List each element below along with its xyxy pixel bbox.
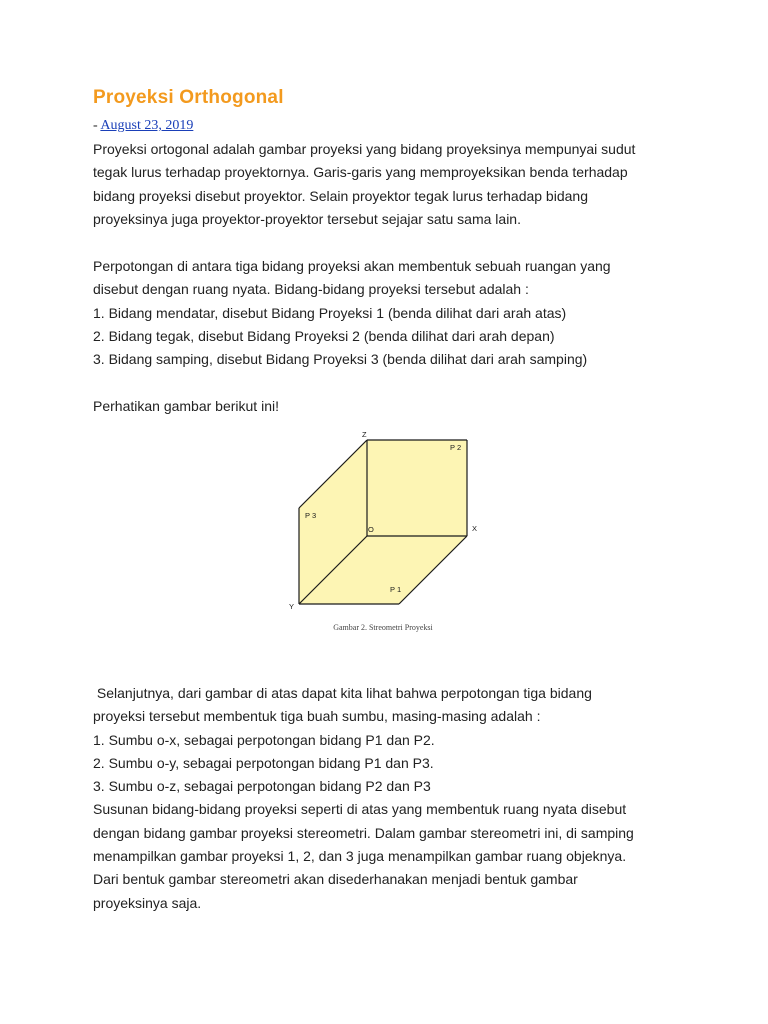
- text-line: Perpotongan di antara tiga bidang proyeksi akan membentuk sebuah ruangan yang: [93, 258, 611, 274]
- label-y: Y: [289, 602, 295, 611]
- date-prefix: -: [93, 118, 101, 133]
- stereometry-figure: [288, 424, 478, 644]
- paragraph-planes: [93, 255, 693, 371]
- text-line: Selanjutnya, dari gambar di atas dapat kita lihat bahwa perpotongan tiga bidang: [93, 685, 592, 701]
- plane-p2: [367, 440, 467, 536]
- label-p1: P 1: [390, 585, 402, 594]
- text-line: Susunan bidang-bidang proyeksi seperti di atas yang membentuk ruang nyata disebut: [93, 801, 627, 818]
- text-line: 2. Sumbu o-y, sebagai perpotongan bidang P1 dan P3.: [93, 754, 434, 771]
- stereometry-diagram: [288, 424, 478, 622]
- label-o: O: [368, 525, 374, 534]
- text-line: Perhatikan gambar berikut ini!: [93, 398, 279, 414]
- text-line: tegak lurus terhadap proyektornya. Garis-garis yang memproyeksikan benda terhadap: [93, 164, 628, 181]
- text-line: disebut dengan ruang nyata. Bidang-bidang proyeksi tersebut adalah :: [93, 281, 529, 298]
- figure-caption: Gambar 2. Streometri Proyeksi: [333, 623, 433, 632]
- text-line: proyeksinya juga proyektor-proyektor tersebut sejajar satu sama lain.: [93, 210, 521, 227]
- paragraph-figure-intro: [93, 395, 693, 418]
- text-line: 1. Bidang mendatar, disebut Bidang Proyeksi 1 (benda dilihat dari arah atas): [93, 304, 567, 321]
- text-line: 2. Bidang tegak, disebut Bidang Proyeksi 2 (benda dilihat dari arah depan): [93, 327, 555, 344]
- text-line: dengan bidang gambar proyeksi stereometri. Dalam gambar stereometri ini, di samping: [93, 824, 634, 841]
- label-x: X: [472, 524, 478, 533]
- label-p2: P 2: [450, 443, 462, 452]
- text-line: 1. Sumbu o-x, sebagai perpotongan bidang P1 dan P2.: [93, 731, 435, 748]
- label-p3: P 3: [305, 511, 317, 520]
- text-line: 3. Sumbu o-z, sebagai perpotongan bidang P2 dan P3: [93, 778, 431, 795]
- text-line: bidang proyeksi disebut proyektor. Selain proyektor tegak lurus terhadap bidang: [93, 187, 588, 204]
- text-line: 3. Bidang samping, disebut Bidang Proyeksi 3 (benda dilihat dari arah samping): [93, 351, 588, 368]
- post-title: Proyeksi Orthogonal: [93, 87, 284, 108]
- text-line: Dari bentuk gambar stereometri akan disederhanakan menjadi bentuk gambar: [93, 871, 578, 888]
- paragraph-definition: [93, 138, 693, 231]
- post-date-link[interactable]: August 23, 2019: [100, 118, 194, 133]
- label-z: Z: [362, 430, 367, 439]
- text-line: menampilkan gambar proyeksi 1, 2, dan 3 juga menampilkan gambar ruang objeknya.: [93, 848, 627, 865]
- text-line: Proyeksi ortogonal adalah gambar proyeksi yang bidang proyeksinya mempunyai sudut: [93, 141, 636, 157]
- post-dateline: [93, 118, 193, 134]
- text-line: proyeksinya saja.: [93, 894, 202, 911]
- text-line: proyeksi tersebut membentuk tiga buah sumbu, masing-masing adalah :: [93, 708, 541, 725]
- paragraph-axes: [93, 682, 693, 915]
